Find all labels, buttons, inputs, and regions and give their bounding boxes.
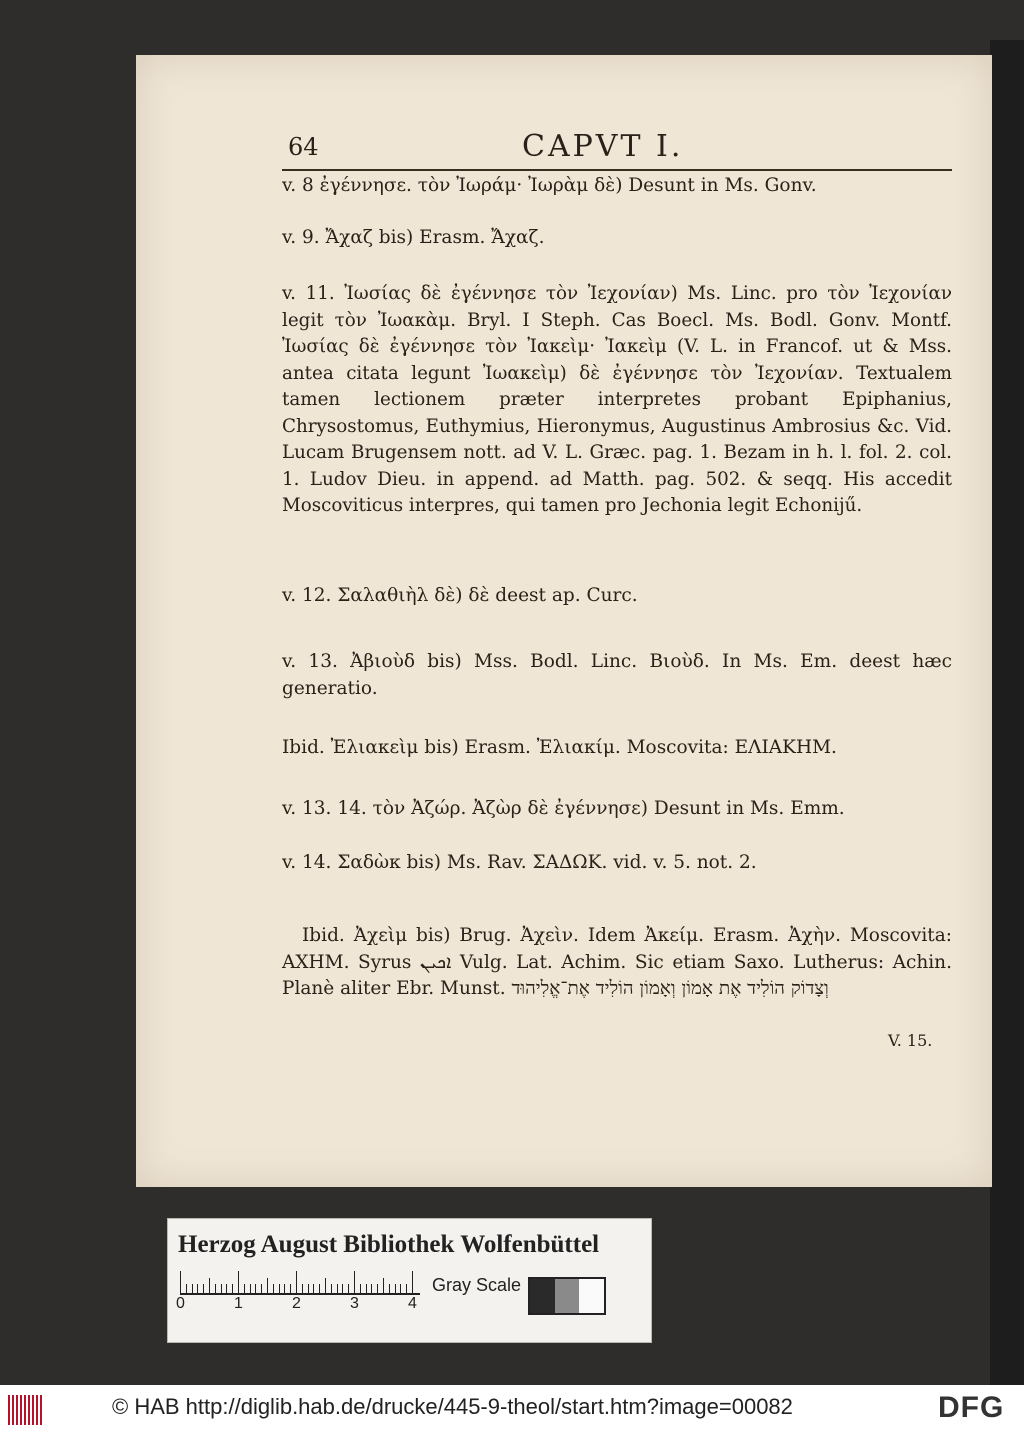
- library-name: Herzog August Bibliothek Wolfenbüttel: [178, 1231, 600, 1258]
- ruler-tick: [348, 1284, 349, 1293]
- ruler-tick: [308, 1284, 309, 1293]
- ruler-tick: [325, 1278, 326, 1293]
- ruler-tick: [197, 1284, 198, 1293]
- gray-scale-label: Gray Scale: [432, 1275, 522, 1295]
- note-v13-14: v. 13. 14. τὸν Ἀζώρ. Ἀζὼρ δὲ ἐγέννησε) Desunt in Ms. Emm.: [282, 798, 845, 819]
- note-v14: v. 14. Σαδὼκ bis) Ms. Rav. ΣΑΔΩΚ. vid. v. 5. not. 2.: [282, 852, 757, 873]
- ruler-label-1: 1: [234, 1295, 243, 1312]
- ruler-tick: [273, 1284, 274, 1293]
- note-v8: v. 8 ἐγέννησε. τὸν Ἰωράμ· Ἰωρὰμ δὲ) Desunt in Ms. Gonv.: [282, 175, 817, 196]
- ruler-tick: [284, 1284, 285, 1293]
- running-head: CAPVT I.: [522, 129, 684, 164]
- ruler-tick: [192, 1284, 193, 1293]
- ruler-tick: [203, 1284, 204, 1293]
- note-v13: v. 13. Ἀβιοὺδ bis) Mss. Bodl. Linc. Βιοὺδ. In Ms. Em. deest hæc generatio.: [282, 651, 952, 699]
- ruler-tick: [215, 1284, 216, 1293]
- gray-swatch-mid: [555, 1279, 580, 1313]
- ruler-tick: [244, 1284, 245, 1293]
- ruler-tick: [395, 1284, 396, 1293]
- gray-swatch-light: [579, 1279, 604, 1313]
- library-color-card: [167, 1218, 652, 1343]
- page-header: [282, 129, 972, 173]
- footer-bar: [0, 1385, 1024, 1436]
- ruler-tick: [354, 1271, 355, 1293]
- scan-edge-strip: [990, 40, 1024, 1385]
- ruler-tick: [302, 1284, 303, 1293]
- ruler-tick: [319, 1284, 320, 1293]
- ruler-tick: [186, 1284, 187, 1293]
- ruler-tick: [377, 1284, 378, 1293]
- catchword: V. 15.: [888, 1031, 933, 1050]
- ruler-scale: [180, 1271, 420, 1295]
- ruler-tick: [400, 1284, 401, 1293]
- ruler-tick: [406, 1284, 407, 1293]
- ruler-tick: [279, 1284, 280, 1293]
- book-page: [136, 55, 992, 1187]
- ruler-label-4: 4: [408, 1295, 417, 1312]
- gray-scale-swatches: [528, 1277, 606, 1315]
- ruler-tick: [226, 1284, 227, 1293]
- ruler-tick: [267, 1278, 268, 1293]
- ruler-tick: [389, 1284, 390, 1293]
- ruler-tick: [180, 1271, 181, 1293]
- note-ibid-eliakim: Ibid. Ἐλιακεὶμ bis) Erasm. Ἐλιακίμ. Moscovita: ΕΛΙΑΚΗΜ.: [282, 737, 837, 758]
- copyright-link[interactable]: © HAB http://diglib.hab.de/drucke/445-9-theol/start.htm?image=00082: [112, 1394, 793, 1419]
- ruler-label-2: 2: [292, 1295, 301, 1312]
- header-rule: [282, 169, 952, 171]
- ruler-tick: [366, 1284, 367, 1293]
- note-ibid-achim: Ibid. Ἀχεὶμ bis) Brug. Ἀχεὶν. Idem Ἀκείμ. Erasm. Ἀχὴν. Moscovita: ΑΧΗΜ. Syrus ܐܟܝܢ Vulg. Lat. Achim. Sic etiam Saxo. Lutherus: Achin. Planè aliter Ebr. Munst. וְצָדוֹק הוֹלִיד אֶת אָמוֹן וְאָמוֹן הוֹלִיד אֶת־אֱלִיהוּד: [282, 925, 952, 999]
- note-v12: v. 12. Σαλαθιὴλ δὲ) δὲ deest ap. Curc.: [282, 585, 638, 606]
- ruler-tick: [290, 1284, 291, 1293]
- ruler-tick: [360, 1284, 361, 1293]
- ruler-tick: [238, 1271, 239, 1293]
- ruler-label-3: 3: [350, 1295, 359, 1312]
- ruler-label-0: 0: [176, 1295, 185, 1312]
- ruler-tick: [255, 1284, 256, 1293]
- note-v11: v. 11. Ἰωσίας δὲ ἐγέννησε τὸν Ἰεχονίαν) Ms. Linc. pro τὸν Ἰεχονίαν legit τὸν Ἰωακὰμ. Bryl. I Steph. Cas Boecl. Ms. Bodl. Gonv. Montf. Ἰωσίας δὲ ἐγέννησε τὸν Ἰακεὶμ· Ἰακεὶμ (V. L. in Francof. ut & Mss. antea citata legunt Ἰωακεὶμ) δὲ ἐγέννησε τὸν Ἰεχονίαν. Textualem tamen lectionem præter interpretes probant Epiphanius, Chrysostomus, Euthymius, Hieronymus, Augustinus Ambrosius &c. Vid. Lucam Brugensem nott. ad V. L. Græc. pag. 1. Bezam in h. l. fol. 2. col. 1. Ludov Dieu. in append. ad Matth. pag. 502. & seqq. His accedit Moscoviticus interpres, qui tamen pro Jechonia legit Echonijű.: [282, 283, 952, 516]
- ruler-tick: [313, 1284, 314, 1293]
- ruler-tick: [250, 1284, 251, 1293]
- hab-logo-icon: [8, 1395, 44, 1425]
- ruler-tick: [261, 1284, 262, 1293]
- ruler-tick: [232, 1284, 233, 1293]
- page-number: 64: [288, 133, 319, 161]
- dfg-logo: DFG: [938, 1391, 1005, 1424]
- ruler-tick: [371, 1284, 372, 1293]
- note-v9: v. 9. Ἄχαζ bis) Erasm. Ἄχαζ.: [282, 227, 545, 248]
- ruler-tick: [412, 1271, 413, 1293]
- ruler-tick: [209, 1278, 210, 1293]
- ruler-tick: [383, 1278, 384, 1293]
- ruler-tick: [331, 1284, 332, 1293]
- ruler-tick: [221, 1284, 222, 1293]
- ruler-tick: [342, 1284, 343, 1293]
- ruler-tick: [296, 1271, 297, 1293]
- measurement-ruler: [176, 1271, 420, 1312]
- gray-swatch-dark: [530, 1279, 555, 1313]
- ruler-tick: [337, 1284, 338, 1293]
